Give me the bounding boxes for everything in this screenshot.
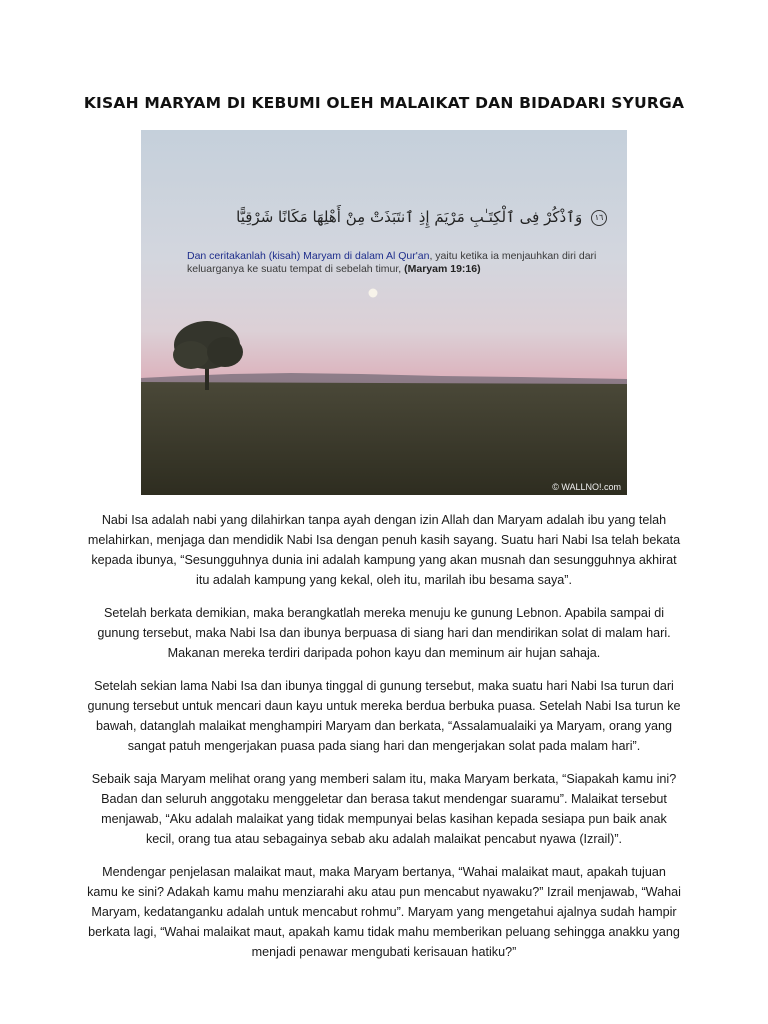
image-watermark: © WALLNO!.com <box>552 482 621 492</box>
quran-verse-arabic <box>187 208 607 226</box>
story-body <box>86 510 682 975</box>
document-title: KISAH MARYAM DI KEBUMI OLEH MALAIKAT DAN BIDADARI SYURGA <box>83 94 685 112</box>
landscape-photo <box>141 130 627 495</box>
verse-reference: (Maryam 19:16) <box>404 263 481 275</box>
field <box>141 382 627 495</box>
translation-rest: , yaitu ketika ia menjauhkan diri dari keluarganya ke suatu tempat di sebelah timur, <box>187 250 597 275</box>
paragraph: Sebaik saja Maryam melihat orang yang memberi salam itu, maka Maryam berkata, “Siapakah kamu ini? Badan dan seluruh anggotaku menggeletar dan berasa takut mendengar suaramu”. Malaikat tersebut menjawab, “Aku adalah malaikat yang tidak mempunyai belas kasihan kepada sesiapa pun baik anak kecil, orang tua atau sebagainya sebab aku adalah malaikat pencabut nyawa (Izrail)”. <box>91 772 677 846</box>
arabic-verse-text: وَٱذْكُرْ فِى ٱلْكِتَـٰبِ مَرْيَمَ إِذِ ٱنتَبَذَتْ مِنْ أَهْلِهَا مَكَانًا شَرْقِيًّا <box>236 208 583 226</box>
illustration-image <box>141 130 627 495</box>
ayah-number-mark: ١٦ <box>591 210 607 226</box>
paragraph: Mendengar penjelasan malaikat maut, maka Maryam bertanya, “Wahai malaikat maut, apakah tujuan kamu ke sini? Adakah kamu mahu menziarahi aku atau pun mencabut nyawaku?” Izrail menjawab, “Wahai Maryam, kedatanganku adalah untuk mencabut rohmu”. Maryam yang mengetahui ajalnya sudah hampir berkata lagi, “Wahai malaikat maut, apakah kamu tidak mahu memberikan peluang sehingga anakku yang menjadi penawar mengubati kerisauan hatiku?” <box>87 865 681 959</box>
verse-translation <box>187 250 607 276</box>
moon <box>369 289 378 298</box>
paragraph: Nabi Isa adalah nabi yang dilahirkan tanpa ayah dengan izin Allah dan Maryam adalah ibu yang telah melahirkan, menjaga dan mendidik Nabi Isa dengan penuh kasih sayang. Suatu hari Nabi Isa telah bekata kepada ibunya, “Sesungguhnya dunia ini adalah kampung yang akan musnah dan sesungguhnya akhirat itu adalah kampung yang kekal, oleh itu, marilah ibu besama saya”. <box>87 513 681 587</box>
paragraph: Setelah sekian lama Nabi Isa dan ibunya tinggal di gunung tersebut, maka suatu hari Nabi Isa turun dari gunung tersebut untuk mencari daun kayu untuk mereka berdua berbuka puasa. Setelah Nabi Isa turun ke bawah, datanglah malaikat menghampiri Maryam dan berkata, “Assalamualaiki ya Maryam, orang yang sangat patuh mengerjakan puasa pada siang hari dan mengerjakan solat pada malam hari”. <box>87 679 681 753</box>
paragraph: Setelah berkata demikian, maka berangkatlah mereka menuju ke gunung Lebnon. Apabila sampai di gunung tersebut, maka Nabi Isa dan ibunya berpuasa di siang hari dan mendirikan solat di malam hari. Makanan mereka terdiri daripada pohon kayu dan meminum air hujan sahaja. <box>97 606 671 660</box>
translation-highlight: Dan ceritakanlah (kisah) Maryam di dalam Al Qur'an <box>187 250 430 262</box>
